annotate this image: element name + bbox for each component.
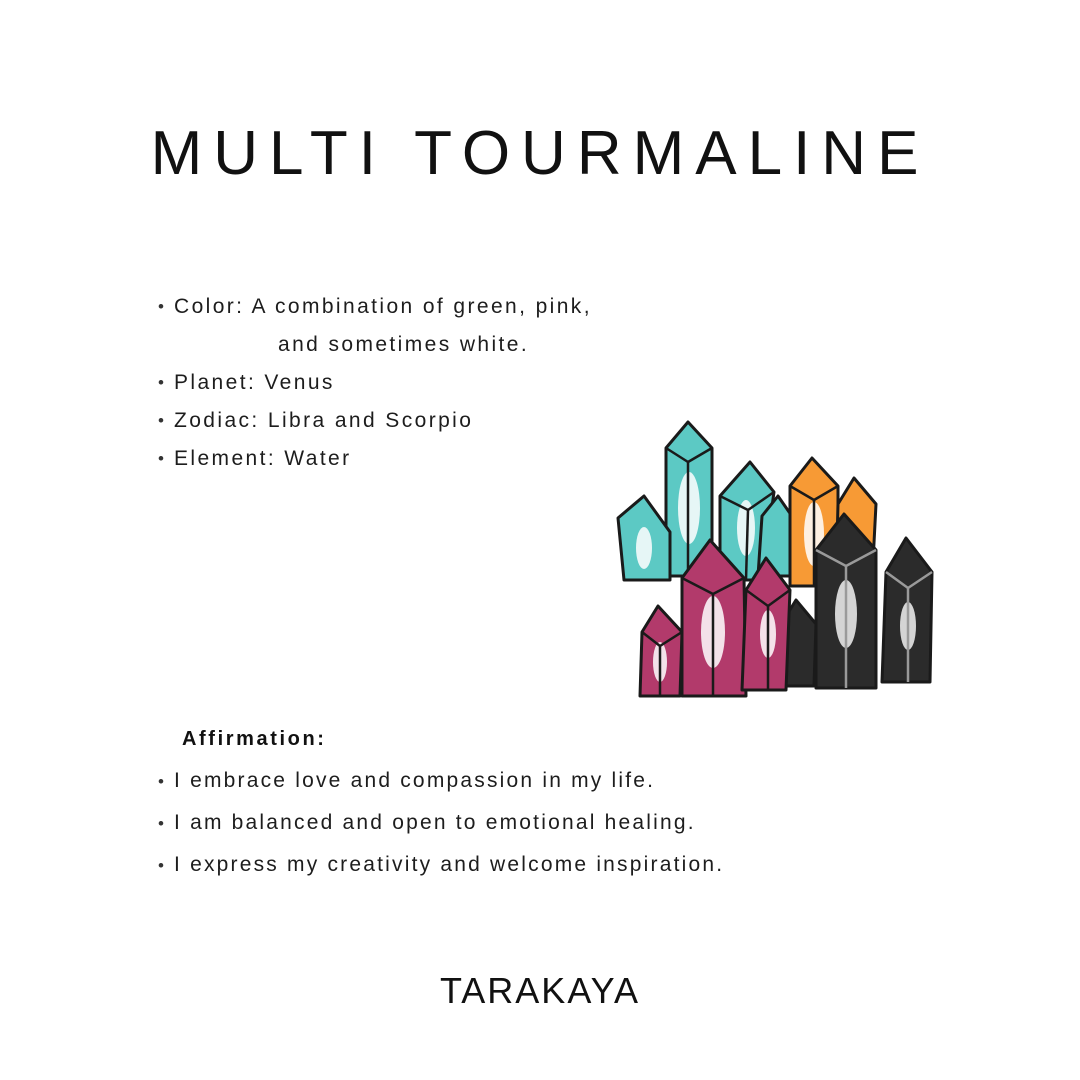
- property-planet: Planet: Venus: [174, 371, 335, 394]
- bullet-icon: •: [158, 411, 164, 430]
- property-color: Color: A combination of green, pink, and sometimes white.: [174, 292, 592, 360]
- bullet-icon: •: [158, 449, 164, 468]
- property-zodiac: Zodiac: Libra and Scorpio: [174, 409, 474, 432]
- list-item: [158, 767, 958, 797]
- affirmation-item: I embrace love and compassion in my life.: [174, 769, 656, 792]
- affirmation-item: I am balanced and open to emotional healing.: [174, 811, 696, 834]
- page-title: MULTI TOURMALINE: [150, 119, 930, 188]
- crystal-cluster-illustration: [600, 400, 970, 730]
- list-item: [158, 809, 958, 839]
- list-item: [158, 292, 778, 360]
- affirmation-section: [158, 728, 958, 893]
- property-element: Element: Water: [174, 447, 352, 470]
- affirmation-heading: Affirmation:: [182, 728, 327, 750]
- list-item: [158, 368, 778, 398]
- bullet-icon: •: [158, 772, 164, 791]
- affirmation-item: I express my creativity and welcome inspiration.: [174, 853, 725, 876]
- bullet-icon: •: [158, 373, 164, 392]
- bullet-icon: •: [158, 814, 164, 833]
- brand-name: TARAKAYA: [439, 970, 641, 1011]
- bullet-icon: •: [158, 297, 164, 316]
- bullet-icon: •: [158, 856, 164, 875]
- list-item: [158, 851, 958, 881]
- property-color-continuation: and sometimes white.: [278, 333, 530, 356]
